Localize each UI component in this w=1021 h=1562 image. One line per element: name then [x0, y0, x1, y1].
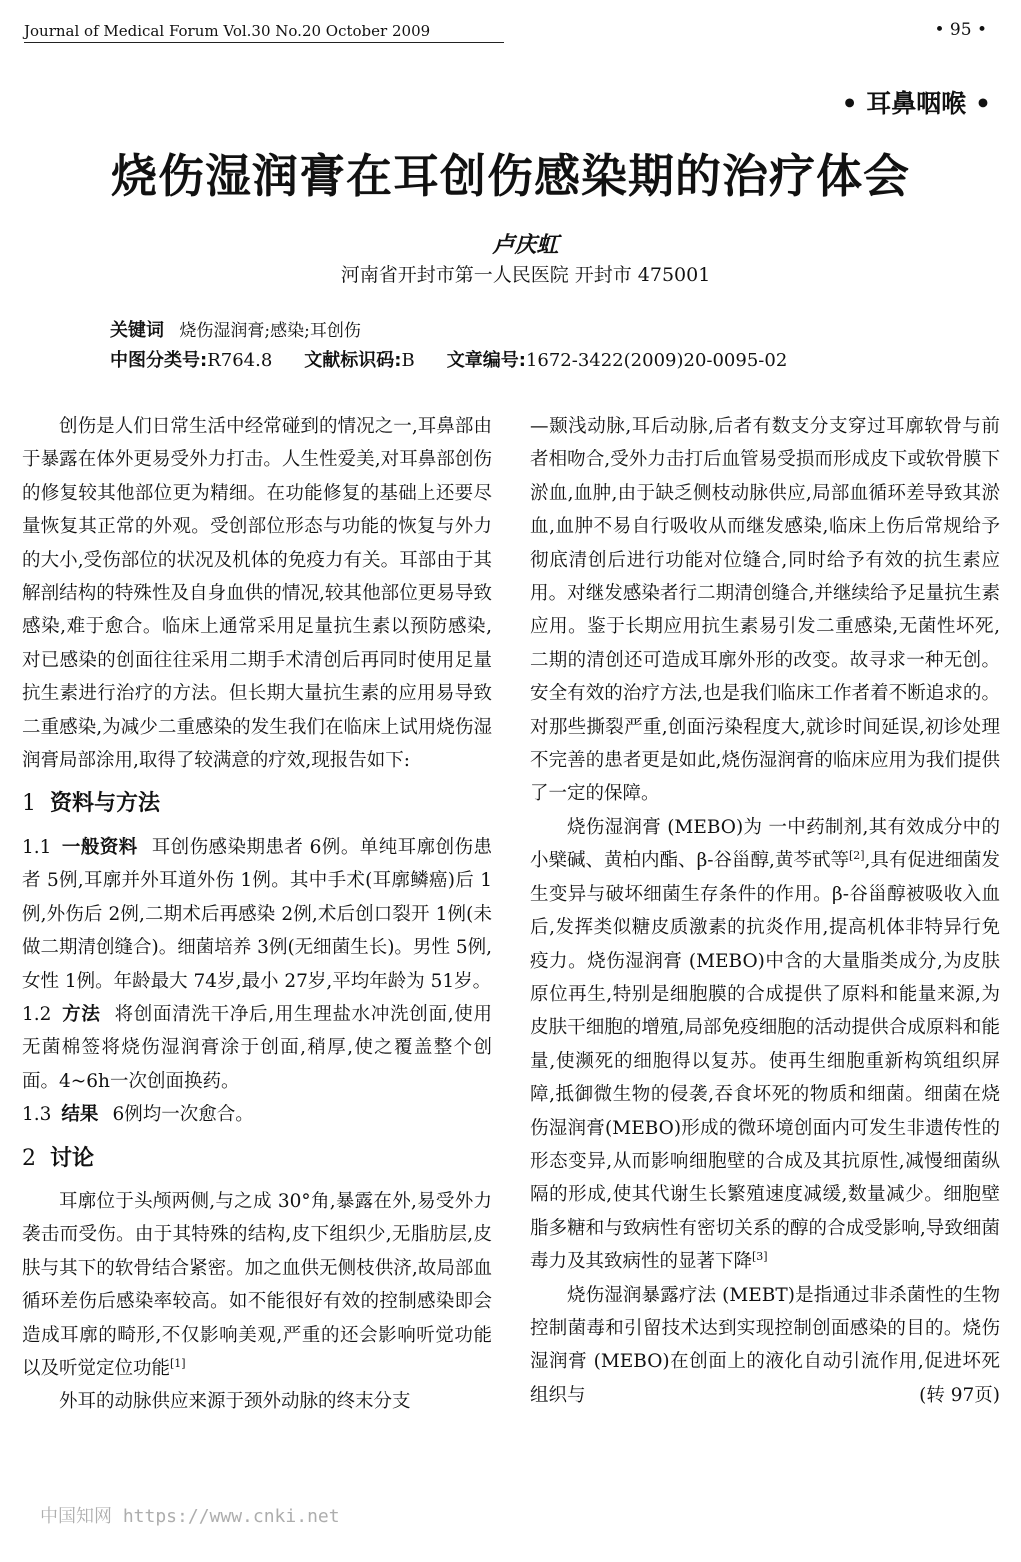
doc-code [304, 346, 414, 372]
citation-3: [3] [752, 1250, 768, 1263]
author: 卢庆虹 [492, 232, 559, 258]
intro-paragraph: 创伤是人们日常生活中经常碰到的情况之一,耳鼻部由于暴露在体外更易受外力打击。人生性爱美,对耳鼻部创伤的修复较其他部位更为精细。在功能修复的基础上还要尽量恢复其正常的外观。受创部位形态与功能的恢复与外力的大小,受伤部位的状况及机体的免疫力有关。耳部由于其解剖结构的特殊性及自身血供的情况,较其他部位更易导致感染,难于愈合。临床上通常采用足量抗生素以预防感染,对已感染的创面往往采用二期手术清创后再同时使用足量抗生素进行治疗的方法。但长期大量抗生素的应用易导致二重感染,为减少二重感染的发生我们在临床上试用烧伤湿润膏局部涂用,取得了较满意的疗效,现报告如下: [22, 416, 492, 772]
article-title: 烧伤湿润膏在耳创伤感染期的治疗体会 [111, 149, 910, 203]
cnki-watermark: 中国知网 https://www.cnki.net [40, 1506, 340, 1527]
section-2-heading: 2 讨论 [22, 1145, 95, 1171]
clc-label: 中图分类号: [110, 350, 208, 371]
clc-number [110, 346, 272, 372]
doc-label: 文献标识码: [304, 350, 402, 371]
continued-note: (转 97页) [919, 1384, 1000, 1406]
clc-value: R764.8 [207, 350, 273, 371]
discussion-paragraph-1: 耳廓位于头颅两侧,与之成 30°角,暴露在外,易受外力袭击而受伤。由于其特殊的结构,皮下组织少,无脂肪层,皮肤与其下的软骨结合紧密。加之血供无侧枝供济,故局部血循环差伤后感染率较高。如不能很好有效的控制感染即会造成耳廓的畸形,不仅影响美观,严重的还会影响听觉功能以及听觉定位功能[1] [22, 1190, 492, 1379]
citation-2: [2] [848, 849, 865, 863]
discussion-paragraph-2: 外耳的动脉供应来源于颈外动脉的终末分支 [59, 1391, 411, 1413]
section-1-2: 1.2 方法 将创面清洗干净后,用生理盐水冲洗创面,使用无菌棉签将烧伤湿润膏涂于创面,稍厚,使之覆盖整个创面。4~6h一次创面换药。 [22, 1003, 492, 1092]
right-paragraph-2: 烧伤湿润膏 (MEBO)为 一中药制剂,其有效成分中的小檗碱、黄柏内酯、β-谷甾醇,黄芩甙等[2],具有促进细菌发生变异与破坏细菌生存条件的作用。β-谷甾醇被吸收入血后,发挥类似糖皮质激素的抗炎作用,提高机体非特异行免疫力。烧伤湿润膏 (MEBO)中含的大量脂类成分,为皮肤原位再生,特别是细胞膜的合成提供了原料和能量来源,为皮肤干细胞的增殖,局部免疫细胞的活动提供合成原料和能量,使濒死的细胞得以复苏。使再生细胞重新构筑组织屏障,抵御微生物的侵袭,吞食坏死的物质和细菌。细菌在烧伤湿润膏(MEBO)形成的微环境创面内可发生非遗传性的形态变异,从而影响细胞壁的合成及其抗原性,减慢细菌纵隔的形成,使其代谢生长繁殖速度减缓,数量减少。细胞壁脂多糖和与致病性有密切关系的醇的合成受影响,导致细菌毒力及其致病性的显著下降[3] [530, 816, 1000, 1273]
page-number: • 95 • [934, 20, 987, 40]
keywords [110, 316, 361, 342]
article-number [447, 346, 788, 372]
running-header [24, 22, 504, 43]
keywords-label: 关键词 [110, 320, 164, 341]
section-1-heading: 1 资料与方法 [22, 791, 161, 817]
art-label: 文章编号: [446, 350, 526, 371]
left-column [22, 410, 492, 1419]
classification-line [110, 346, 990, 372]
art-value: 1672-3422(2009)20-0095-02 [525, 350, 788, 371]
right-paragraph-1: —颞浅动脉,耳后动脉,后者有数支分支穿过耳廓软骨与前者相吻合,受外力击打后血管易受损而形成皮下或软骨膜下淤血,血肿,由于缺乏侧枝动脉供应,局部血循环差导致其淤血,血肿不易自行吸收从而继发感染,临床上伤后常规给予彻底清创后进行功能对位缝合,同时给予有效的抗生素应用。对继发感染者行二期清创缝合,并继续给予足量抗生素应用。鉴于长期应用抗生素易引发二重感染,无菌性坏死,二期的清创还可造成耳廓外形的改变。故寻求一种无创。安全有效的治疗方法,也是我们临床工作者着不断追求的。对那些撕裂严重,创面污染程度大,就诊时间延误,初诊处理不完善的患者更是如此,烧伤湿润膏的临床应用为我们提供了一定的保障。 [530, 416, 1000, 805]
doc-value: B [401, 350, 415, 371]
right-column [530, 410, 1000, 1412]
journal-info: Journal of Medical Forum Vol.30 No.20 October 2009 [24, 22, 431, 40]
section-1-3: 1.3 结果 6例均一次愈合。 [22, 1104, 254, 1126]
affiliation: 河南省开封市第一人民医院 开封市 475001 [340, 264, 711, 286]
right-paragraph-3: 烧伤湿润暴露疗法 (MEBT)是指通过非杀菌性的生物控制菌毒和引留技术达到实现控制创面感染的目的。烧伤湿润膏 (MEBO)在创面上的液化自动引流作用,促进坏死组织与 (转 97页) [530, 1279, 1000, 1413]
section-tag: • 耳鼻咽喉 • [841, 89, 991, 118]
citation-1: [1] [170, 1356, 186, 1370]
section-1-1: 1.1 一般资料 耳创伤感染期患者 6例。单纯耳廓创伤患者 5例,耳廓并外耳道外伤 1例。其中手术(耳廓鳞癌)后 1例,外伤后 2例,二期术后再感染 2例,术后创口裂开 1例(未做二期清创缝合)。细菌培养 3例(无细菌生长)。男性 5例,女性 1例。年龄最大 74岁,最小 27岁,平均年龄为 51岁。 [22, 836, 492, 992]
keywords-value: 烧伤湿润膏;感染;耳创伤 [179, 321, 361, 341]
